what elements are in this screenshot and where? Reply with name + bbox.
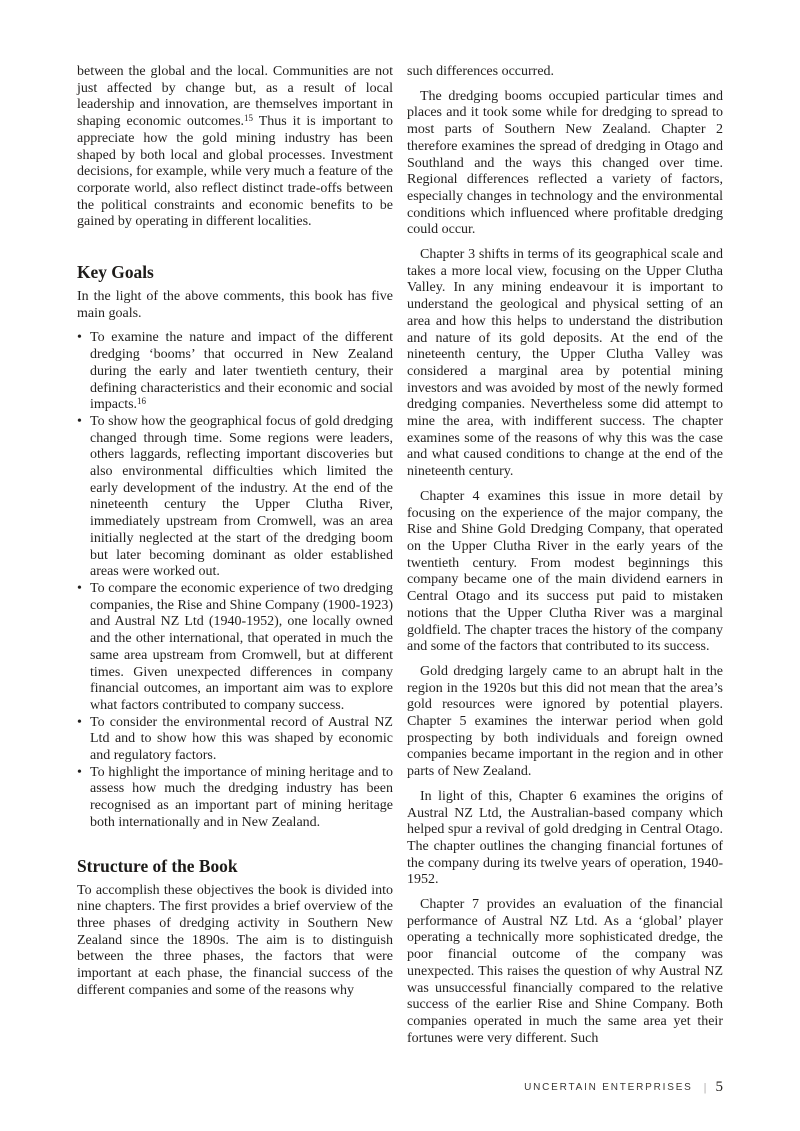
goal-text: To compare the economic experience of two dredging companies, the Rise and Shine Company (1900-1923) and Austral NZ Ltd (1940-1952), one locally owned and the other international, that operated in much the same area upstream from Cromwell, but at different times. Given unexpected differences in company financial outcomes, an important aim was to explore what factors contributed to company success. (90, 580, 393, 713)
structure-heading: Structure of the Book (77, 855, 238, 876)
goal-item (77, 715, 393, 765)
footnote-ref-15: 15 (244, 113, 254, 124)
body-paragraph: such differences occurred. (407, 64, 555, 79)
page-number: 5 (715, 1079, 723, 1095)
goal-item (77, 330, 393, 414)
footer-separator: | (703, 1081, 707, 1094)
body-paragraph: Chapter 7 provides an evaluation of the financial performance of Austral NZ Ltd. As a ‘global’ player operating a technically more sophisticated dredge, the poor financial outcome of the company was unexpected. This raises the question of why Austral NZ was unsuccessful financially compared to the relative success of the earlier Rise and Shine Company. Both companies operated in much the same area yet their fortunes were very different. Such (407, 897, 723, 1046)
running-title: UNCERTAIN ENTERPRISES (524, 1082, 693, 1093)
key-goals-heading: Key Goals (77, 262, 154, 283)
goal-text: To examine the nature and impact of the different dredging ‘booms’ that occurred in New Zealand during the early and later twentieth century, their defining characteristics and their economic and social impacts. (90, 330, 393, 413)
bullet-marker: • (77, 330, 82, 346)
body-paragraph: The dredging booms occupied particular times and places and it took some while for dredging to spread to most parts of Southern New Zealand. Chapter 2 therefore examines the spread of dredging in Otago and Southland and the ways this changed over time. Regional differences reflected a variety of factors, especially changes in technology and the environmental conditions which influenced where profitable dredging could occur. (407, 88, 723, 238)
page-footer (77, 1079, 723, 1096)
key-goals-list (77, 330, 393, 831)
bullet-marker: • (77, 413, 82, 429)
structure-paragraph: To accomplish these objectives the book is divided into nine chapters. The first provides a brief overview of the three phases of dredging activity in Southern New Zealand since the 1890s. The aim is to distinguish between the three phases, the factors that were important at each phase, the financial success of the different companies and some of the reasons why (77, 882, 393, 998)
goal-item (77, 765, 393, 832)
body-paragraph: In light of this, Chapter 6 examines the origins of Austral NZ Ltd, the Australian-based company which helped spur a revival of gold dredging in Central Otago. The chapter outlines the changing financial fortunes of the company during its twelve years of operation, 1940-1952. (407, 788, 723, 888)
intro-text-before-footnote: between the global and the local. Communities are not just affected by change but, as a result of local leadership and innovation, are themselves important in shaping economic outcomes. (77, 64, 393, 130)
body-paragraph: Gold dredging largely came to an abrupt halt in the region in the 1920s but this did not mean that the area’s gold resources were ignored by potential players. Chapter 5 examines the interwar period when gold prospecting by both individuals and foreign owned companies became important in the region and in other parts of New Zealand. (407, 663, 723, 780)
goal-item (77, 581, 393, 715)
footnote-ref-16: 16 (137, 396, 147, 407)
bullet-marker: • (77, 764, 82, 780)
goal-text: To highlight the importance of mining heritage and to assess how much the dredging industry has been recognised as an important part of mining heritage both internationally and in New Zealand. (90, 764, 393, 830)
key-goals-intro: In the light of the above comments, this book has five main goals. (77, 289, 393, 321)
goal-text: To show how the geographical focus of gold dredging changed through time. Some regions were leaders, others laggards, reflecting important discoveries but also environmental difficulties which limited the early development of the industry. At the end of the nineteenth century the Upper Clutha River, immediately upstream from Cromwell, was an area initially neglected at the start of the dredging boom but later becoming dominant as older established areas were worked out. (90, 413, 393, 580)
bullet-marker: • (77, 580, 82, 596)
intro-paragraph (77, 64, 393, 231)
goal-text: To consider the environmental record of Austral NZ Ltd and to show how this was shaped by economic and regulatory factors. (90, 714, 393, 764)
left-column (77, 64, 393, 1047)
goal-item (77, 414, 393, 581)
body-paragraph: Chapter 3 shifts in terms of its geographical scale and takes a more local view, focusing on the Upper Clutha Valley. In any mining endeavour it is important to understand the geological and physical setting of an area and how this helps to understand the distribution and nature of its gold deposits. At the end of the nineteenth century, the Upper Clutha Valley was considered a marginal area by potential mining investors and was avoided by most of the newly formed dredging companies. Nevertheless some did attempt to mine the area, with indifferent success. The chapter examines some of the reasons of why this was the case and what caused conditions to change at the end of the nineteenth century. (407, 247, 723, 480)
bullet-marker: • (77, 714, 82, 730)
body-paragraph: Chapter 4 examines this issue in more detail by focusing on the experience of the major company, the Rise and Shine Gold Dredging Company, that operated on the Upper Clutha River in the early years of the twentieth century. From modest beginnings this company became one of the main dividend earners in Central Otago and its success put paid to mistaken notions that the Upper Clutha River was a marginal goldfield. The chapter traces the history of the company and some of the factors that contributed to its success. (407, 488, 723, 655)
text-columns (77, 64, 723, 1047)
right-column (407, 64, 723, 1047)
intro-text-after-footnote: Thus it is important to appreciate how the gold mining industry has been shaped by both local and global processes. Investment decisions, for example, while very much a feature of the corporate world, also reflect distinct trade-offs between the political constraints and economic benefits to be gained by operating in different localities. (77, 114, 393, 230)
